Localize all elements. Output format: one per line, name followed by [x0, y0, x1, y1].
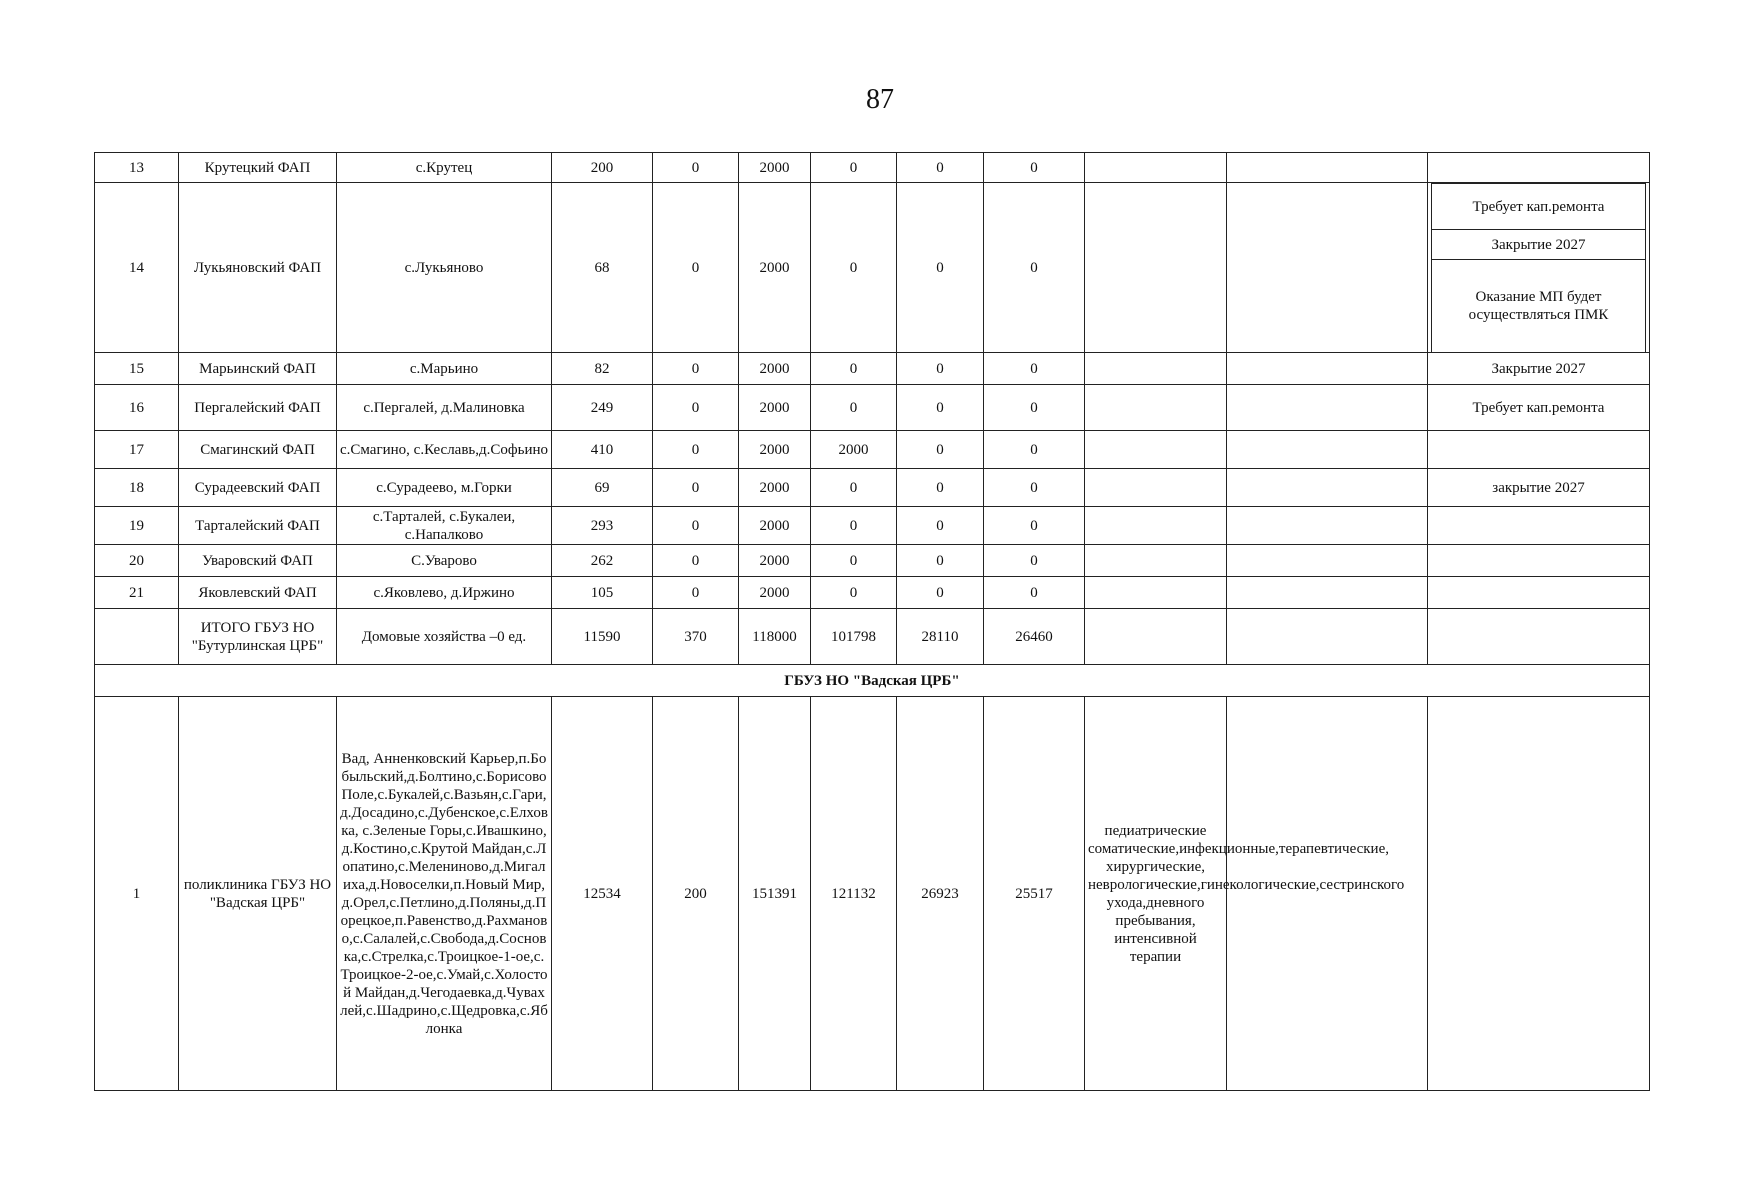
table-cell: [1227, 385, 1428, 431]
table-cell: 11590: [552, 609, 653, 665]
table-cell: 0: [653, 545, 739, 577]
table-cell: 0: [811, 153, 897, 183]
table-cell: 0: [811, 577, 897, 609]
table-cell: Яковлевский ФАП: [179, 577, 337, 609]
table-cell: [1428, 153, 1650, 183]
table-row: [95, 577, 1650, 609]
table-row: [95, 385, 1650, 431]
table-cell: [1227, 577, 1428, 609]
table-cell: 0: [653, 153, 739, 183]
table-cell: [1428, 507, 1650, 545]
table-cell: 0: [897, 577, 984, 609]
table-cell: 19: [95, 507, 179, 545]
table-row: [95, 469, 1650, 507]
table-cell: 21: [95, 577, 179, 609]
table-cell: Требует кап.ремонта: [1428, 385, 1650, 431]
table-cell: Лукьяновский ФАП: [179, 183, 337, 353]
table-cell: 0: [984, 507, 1085, 545]
page-number: 87: [866, 84, 894, 115]
table-cell: 12534: [552, 697, 653, 1091]
table-cell: 410: [552, 431, 653, 469]
total-row: [95, 609, 1650, 665]
table-row: [95, 183, 1650, 353]
table-cell: 13: [95, 153, 179, 183]
table-cell: 14: [95, 183, 179, 353]
table-cell: Вад, Анненковский Карьер,п.Бобыльский,д.Болтино,с.Борисово Поле,с.Букалей,с.Вазьян,с.Гари,д.Досадино,с.Дубенское,с.Елховка, с.Зеленые Горы,с.Ивашкино,д.Костино,с.Крутой Майдан,с.Лопатино,с.Мелениново,д.Мигалиха,д.Новоселки,п.Новый Мир,д.Орел,с.Петлино,д.Поляны,д.Порецкое,п.Равенство,д.Рахманово,с.Салалей,с.Свобода,д.Сосновка,с.Стрелка,с.Троицкое-1-ое,с.Троицкое-2-ое,с.Умай,с.Холостой Майдан,д.Чегодаевка,д.Чувахлей,с.Шадрино,с.Щедровка,с.Яблонка: [337, 697, 552, 1091]
table-cell: 26923: [897, 697, 984, 1091]
table-cell: 16: [95, 385, 179, 431]
table-cell: 0: [897, 469, 984, 507]
table-cell: 0: [984, 385, 1085, 431]
table-cell: 20: [95, 545, 179, 577]
table-cell: с.Крутец: [337, 153, 552, 183]
table-cell: 0: [653, 183, 739, 353]
table-cell: 1: [95, 697, 179, 1091]
table-cell: поликлиника ГБУЗ НО "Вадская ЦРБ": [179, 697, 337, 1091]
table-cell: [1085, 385, 1227, 431]
table-cell: [1085, 507, 1227, 545]
table-cell: [1085, 609, 1227, 665]
table-cell: 0: [984, 545, 1085, 577]
table-cell: 121132: [811, 697, 897, 1091]
table-cell: 0: [897, 353, 984, 385]
table-row: [95, 431, 1650, 469]
table-cell: Крутецкий ФАП: [179, 153, 337, 183]
table-cell: 0: [897, 183, 984, 353]
table-cell: Закрытие 2027: [1428, 353, 1650, 385]
table-cell: 0: [653, 507, 739, 545]
table-cell: 0: [811, 183, 897, 353]
table-cell: 0: [811, 507, 897, 545]
table-row: [95, 353, 1650, 385]
table-cell: 82: [552, 353, 653, 385]
table-cell: 249: [552, 385, 653, 431]
table-cell: 0: [897, 385, 984, 431]
table-cell: [1085, 577, 1227, 609]
table-cell: 69: [552, 469, 653, 507]
table-cell: [1085, 353, 1227, 385]
note-text: Требует кап.ремонта: [1432, 184, 1646, 230]
table-cell: 2000: [739, 183, 811, 353]
table-cell: 151391: [739, 697, 811, 1091]
table-cell: с.Пергалей, д.Малиновка: [337, 385, 552, 431]
table-cell: [1227, 153, 1428, 183]
table-cell: 2000: [739, 431, 811, 469]
table-cell: с.Яковлево, д.Иржино: [337, 577, 552, 609]
table-cell: [1227, 431, 1428, 469]
table-cell: 101798: [811, 609, 897, 665]
table-cell: Уваровский ФАП: [179, 545, 337, 577]
table-cell: [1227, 183, 1428, 353]
table-cell: [1227, 469, 1428, 507]
table-cell: 2000: [739, 507, 811, 545]
table-cell: 0: [897, 153, 984, 183]
table-cell: Марьинский ФАП: [179, 353, 337, 385]
table-cell: 0: [653, 469, 739, 507]
table-cell: [1227, 353, 1428, 385]
table-cell: 2000: [739, 577, 811, 609]
table-cell: Сурадеевский ФАП: [179, 469, 337, 507]
table-cell: [1428, 609, 1650, 665]
table-cell: 15: [95, 353, 179, 385]
table-cell: 293: [552, 507, 653, 545]
table-cell: педиатрические соматические,инфекционные,терапевтические, хирургические, неврологические,гинекологические,сестринского ухода,дневного пребывания, интенсивной терапии: [1085, 697, 1227, 1091]
table-cell: ИТОГО ГБУЗ НО "Бутурлинская ЦРБ": [179, 609, 337, 665]
table-cell: 0: [984, 577, 1085, 609]
table-cell: 0: [811, 353, 897, 385]
table-cell: [1085, 153, 1227, 183]
notes-cell: [1428, 183, 1650, 353]
table-cell: 26460: [984, 609, 1085, 665]
table-cell: 2000: [811, 431, 897, 469]
table-cell: [1227, 609, 1428, 665]
table-cell: с.Тарталей, с.Букалеи, с.Напалково: [337, 507, 552, 545]
table-cell: Смагинский ФАП: [179, 431, 337, 469]
note-text: Оказание МП будет осуществляться ПМК: [1432, 260, 1646, 352]
table-cell: 2000: [739, 469, 811, 507]
table-cell: 0: [984, 469, 1085, 507]
table-cell: 0: [811, 385, 897, 431]
table-cell: 2000: [739, 353, 811, 385]
table-cell: [1428, 431, 1650, 469]
table-cell: С.Уварово: [337, 545, 552, 577]
table-cell: [1428, 577, 1650, 609]
table-cell: [95, 609, 179, 665]
table-cell: 200: [653, 697, 739, 1091]
table-cell: [1085, 545, 1227, 577]
table-cell: 28110: [897, 609, 984, 665]
table-cell: 0: [984, 153, 1085, 183]
table-cell: 0: [811, 545, 897, 577]
table-cell: 0: [653, 353, 739, 385]
table-cell: 0: [811, 469, 897, 507]
table-cell: [1428, 545, 1650, 577]
table-cell: 17: [95, 431, 179, 469]
table-cell: 370: [653, 609, 739, 665]
table-cell: Пергалейский ФАП: [179, 385, 337, 431]
table-cell: 18: [95, 469, 179, 507]
table-cell: [1085, 183, 1227, 353]
table-cell: 0: [653, 385, 739, 431]
table-cell: [1085, 431, 1227, 469]
table-row: [95, 697, 1650, 1091]
table-cell: 2000: [739, 153, 811, 183]
table-cell: 0: [897, 507, 984, 545]
table-cell: 0: [653, 431, 739, 469]
table-cell: 200: [552, 153, 653, 183]
table-cell: 262: [552, 545, 653, 577]
table-cell: 0: [897, 431, 984, 469]
section-row: [95, 665, 1650, 697]
table-cell: с.Марьино: [337, 353, 552, 385]
table-cell: 0: [984, 431, 1085, 469]
table-cell: с.Лукьяново: [337, 183, 552, 353]
table-row: [95, 153, 1650, 183]
table-cell: с.Сурадеево, м.Горки: [337, 469, 552, 507]
table-row: [95, 507, 1650, 545]
table-cell: [1085, 469, 1227, 507]
table-cell: [1227, 545, 1428, 577]
table-cell: 118000: [739, 609, 811, 665]
table-row: [95, 545, 1650, 577]
table-cell: 0: [984, 183, 1085, 353]
note-text: Закрытие 2027: [1432, 230, 1646, 260]
table-cell: 2000: [739, 385, 811, 431]
table-cell: Тарталейский ФАП: [179, 507, 337, 545]
table-cell: [1227, 507, 1428, 545]
table-cell: 68: [552, 183, 653, 353]
table-cell: 0: [897, 545, 984, 577]
facilities-table: [94, 152, 1650, 1091]
section-title: ГБУЗ НО "Вадская ЦРБ": [95, 665, 1650, 697]
table-cell: Домовые хозяйства –0 ед.: [337, 609, 552, 665]
table-cell: 0: [984, 353, 1085, 385]
table-cell: 0: [653, 577, 739, 609]
table-cell: закрытие 2027: [1428, 469, 1650, 507]
table-cell: 2000: [739, 545, 811, 577]
table-cell: с.Смагино, с.Кеславь,д.Софьино: [337, 431, 552, 469]
table-cell: [1428, 697, 1650, 1091]
table-cell: [1227, 697, 1428, 1091]
table-cell: 25517: [984, 697, 1085, 1091]
table-cell: 105: [552, 577, 653, 609]
